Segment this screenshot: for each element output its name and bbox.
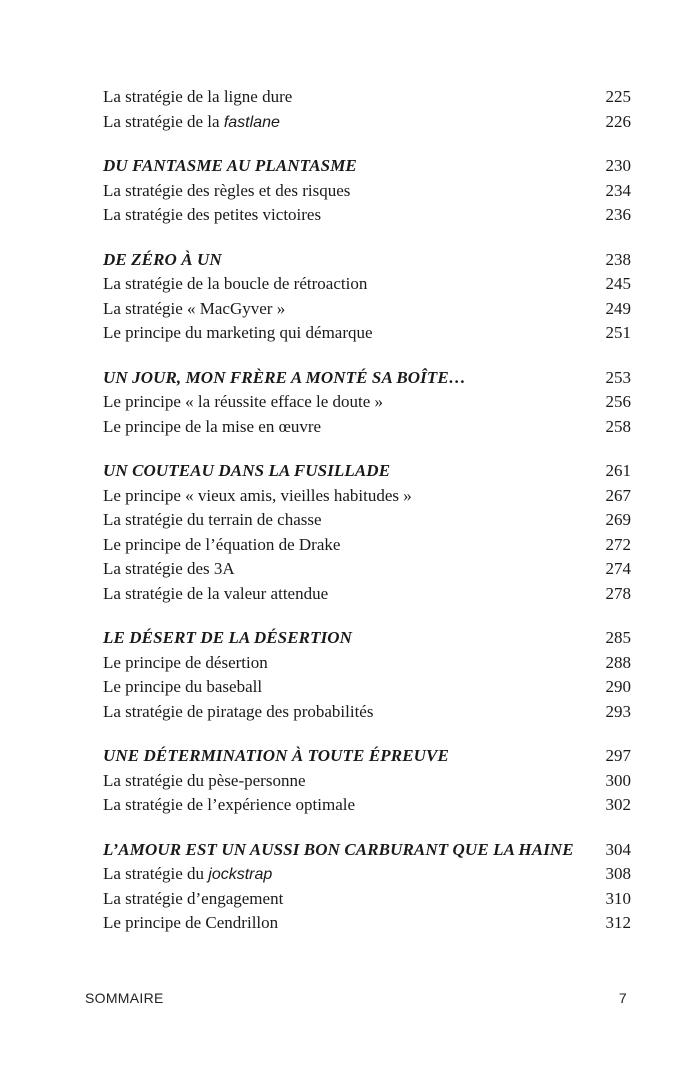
toc-entry-row[interactable]	[103, 862, 631, 887]
entry-title-text: La stratégie des petites victoires	[103, 205, 322, 224]
entry-page-number: 312	[605, 913, 631, 932]
entry-title	[103, 911, 278, 936]
toc-group	[103, 744, 631, 818]
entry-title	[103, 390, 383, 415]
entry-title-text: Le principe « la réussite efface le doute »	[103, 392, 384, 411]
toc-entry-row[interactable]	[103, 179, 631, 204]
entry-page-number: 300	[605, 770, 631, 790]
toc-group	[103, 626, 631, 724]
toc-chapter-row[interactable]	[103, 366, 631, 391]
toc-chapter-row[interactable]	[103, 626, 631, 651]
entry-title	[103, 203, 321, 228]
entry-page-number: 226	[605, 111, 631, 131]
table-of-contents	[103, 85, 631, 956]
toc-group	[103, 85, 631, 134]
chapter-page-number: 261	[605, 461, 631, 480]
entry-title-text: Le principe de désertion	[103, 652, 268, 672]
entry-page-number: 256	[605, 392, 631, 411]
entry-page-number: 293	[605, 701, 631, 721]
entry-page-number: 302	[605, 795, 631, 814]
chapter-title: UN JOUR, MON FRÈRE A MONTÉ SA BOÎTE…	[103, 367, 466, 387]
toc-group	[103, 154, 631, 228]
chapter-title: L’AMOUR EST UN AUSSI BON CARBURANT QUE LA HAINE	[103, 839, 574, 859]
entry-title	[103, 675, 262, 700]
entry-title	[103, 272, 367, 297]
chapter-title: UNE DÉTERMINATION À TOUTE ÉPREUVE	[103, 746, 449, 765]
entry-title	[103, 179, 350, 204]
entry-title-text: La stratégie de l’expérience optimale	[103, 795, 356, 814]
entry-page-number: 288	[605, 652, 631, 672]
toc-entry-row[interactable]	[103, 85, 631, 110]
entry-title	[103, 887, 283, 912]
entry-title	[103, 85, 292, 110]
entry-page-number: 234	[605, 180, 631, 200]
entry-title-text: Le principe du marketing qui démarque	[103, 323, 373, 342]
entry-title-text: La stratégie du pèse-personne	[103, 770, 306, 790]
entry-title-text: La stratégie d’engagement	[103, 888, 284, 908]
entry-title	[103, 793, 355, 818]
toc-group	[103, 248, 631, 346]
toc-entry-row[interactable]	[103, 651, 631, 676]
entry-title	[103, 297, 285, 322]
entry-title	[103, 651, 268, 676]
chapter-title: UN COUTEAU DANS LA FUSILLADE	[103, 461, 391, 480]
entry-title	[103, 321, 373, 346]
toc-entry-row[interactable]	[103, 533, 631, 558]
chapter-page-number: 253	[605, 367, 631, 387]
entry-title-text: La stratégie de la	[103, 111, 224, 131]
entry-title-italic: fastlane	[223, 113, 280, 131]
toc-chapter-row[interactable]	[103, 744, 631, 769]
toc-chapter-row[interactable]	[103, 154, 631, 179]
entry-page-number: 267	[605, 485, 631, 505]
entry-title-text: Le principe de la mise en œuvre	[103, 416, 322, 436]
entry-page-number: 245	[605, 274, 631, 293]
entry-title	[103, 508, 322, 533]
entry-page-number: 278	[605, 583, 631, 603]
running-footer-section: SOMMAIRE	[85, 990, 164, 1006]
toc-entry-row[interactable]	[103, 582, 631, 607]
entry-page-number: 225	[605, 87, 631, 106]
toc-entry-row[interactable]	[103, 415, 631, 440]
entry-page-number: 269	[605, 510, 631, 529]
entry-page-number: 310	[605, 888, 631, 908]
toc-entry-row[interactable]	[103, 557, 631, 582]
chapter-page-number: 304	[605, 839, 631, 859]
entry-title-text: Le principe de l’équation de Drake	[103, 534, 341, 554]
entry-title	[103, 700, 373, 725]
chapter-title: DU FANTASME AU PLANTASME	[103, 156, 357, 175]
toc-entry-row[interactable]	[103, 272, 631, 297]
toc-entry-row[interactable]	[103, 321, 631, 346]
toc-chapter-row[interactable]	[103, 248, 631, 273]
entry-page-number: 258	[605, 416, 631, 436]
toc-entry-row[interactable]	[103, 203, 631, 228]
entry-title	[103, 484, 412, 509]
entry-title-text: Le principe de Cendrillon	[103, 913, 279, 932]
toc-group	[103, 366, 631, 440]
toc-entry-row[interactable]	[103, 793, 631, 818]
entry-title-text: La stratégie « MacGyver »	[103, 298, 286, 318]
toc-entry-row[interactable]	[103, 887, 631, 912]
toc-chapter-row[interactable]	[103, 838, 631, 863]
toc-entry-row[interactable]	[103, 911, 631, 936]
folio-page-number: 7	[618, 990, 627, 1006]
toc-entry-row[interactable]	[103, 297, 631, 322]
chapter-title: DE ZÉRO À UN	[103, 249, 222, 269]
entry-title	[103, 415, 321, 440]
entry-page-number: 290	[605, 677, 631, 696]
toc-group	[103, 838, 631, 936]
entry-page-number: 308	[605, 864, 631, 883]
entry-title-italic: jockstrap	[208, 866, 273, 883]
chapter-page-number: 297	[605, 746, 631, 765]
toc-entry-row[interactable]	[103, 508, 631, 533]
entry-title-text: La stratégie de la ligne dure	[103, 87, 293, 106]
entry-title-text: La stratégie des règles et des risques	[103, 180, 351, 200]
toc-entry-row[interactable]	[103, 769, 631, 794]
entry-title-text: La stratégie de piratage des probabilités	[103, 701, 374, 721]
entry-title-text: La stratégie de la boucle de rétroaction	[103, 274, 368, 293]
chapter-page-number: 238	[605, 249, 631, 269]
entry-title	[103, 862, 272, 888]
toc-entry-row[interactable]	[103, 110, 631, 135]
entry-title-text: La stratégie du terrain de chasse	[103, 510, 322, 529]
toc-entry-row[interactable]	[103, 484, 631, 509]
entry-page-number: 274	[605, 559, 631, 578]
entry-title	[103, 582, 328, 607]
chapter-page-number: 285	[605, 628, 631, 647]
toc-entry-row[interactable]	[103, 700, 631, 725]
chapter-title: LE DÉSERT DE LA DÉSERTION	[103, 628, 353, 647]
entry-title	[103, 110, 280, 136]
toc-entry-row[interactable]	[103, 675, 631, 700]
entry-title	[103, 533, 340, 558]
entry-title-text: La stratégie du	[103, 864, 209, 883]
toc-group	[103, 459, 631, 606]
entry-page-number: 236	[605, 205, 631, 224]
entry-title-text: La stratégie de la valeur attendue	[103, 583, 329, 603]
entry-title-text: La stratégie des 3A	[103, 559, 235, 578]
entry-page-number: 251	[605, 323, 631, 342]
entry-title	[103, 769, 306, 794]
chapter-page-number: 230	[605, 156, 631, 175]
entry-title-text: Le principe « vieux amis, vieilles habitudes »	[103, 485, 412, 505]
entry-title-text: Le principe du baseball	[103, 677, 263, 696]
entry-title	[103, 557, 235, 582]
entry-page-number: 249	[605, 298, 631, 318]
toc-chapter-row[interactable]	[103, 459, 631, 484]
entry-page-number: 272	[605, 534, 631, 554]
toc-entry-row[interactable]	[103, 390, 631, 415]
